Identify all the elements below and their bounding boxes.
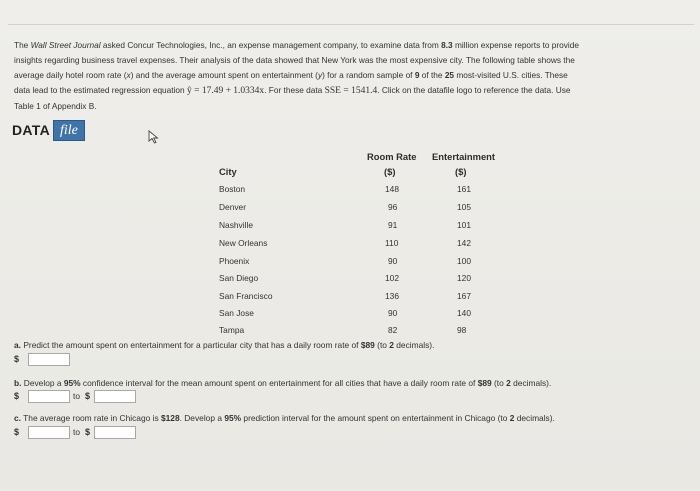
regression-equation: ŷ = 17.49 + 1.0334x	[186, 86, 265, 96]
table-row-city: Phoenix	[219, 256, 250, 266]
journal-title: Wall Street Journal	[30, 40, 101, 50]
answer-c-lower-input[interactable]	[28, 426, 70, 439]
table-row-room-rate: 90	[388, 256, 398, 266]
answer-b-upper-input[interactable]	[94, 390, 136, 403]
table-row-entertainment: 98	[457, 325, 467, 335]
table-row-entertainment: 120	[457, 273, 471, 283]
table-row-room-rate: 148	[385, 184, 399, 194]
to-label: to	[73, 427, 80, 437]
header-room-rate: Room Rate	[367, 151, 417, 162]
currency-symbol: $	[14, 354, 20, 364]
datafile-logo[interactable]	[12, 119, 85, 141]
table-row-city: San Francisco	[219, 291, 273, 301]
table-row-city: New Orleans	[219, 238, 268, 248]
table-row-entertainment: 161	[457, 184, 471, 194]
currency-symbol: $	[85, 427, 91, 437]
problem-intro	[14, 38, 694, 114]
table-row-entertainment: 100	[457, 256, 471, 266]
table-row-entertainment: 101	[457, 220, 471, 230]
to-label: to	[73, 391, 80, 401]
table-row-room-rate: 90	[388, 308, 398, 318]
sse-value: SSE = 1541.4	[324, 86, 378, 96]
table-row-room-rate: 82	[388, 325, 398, 335]
header-entertainment: Entertainment	[432, 151, 496, 162]
currency-symbol: $	[14, 391, 20, 401]
table-row-entertainment: 140	[457, 308, 471, 318]
answer-c-upper-input[interactable]	[94, 426, 136, 439]
table-row-city: Tampa	[219, 325, 245, 335]
answer-a-input[interactable]	[28, 353, 70, 366]
table-row-entertainment: 142	[457, 238, 471, 248]
table-row-room-rate: 110	[385, 238, 399, 248]
question-b: b. Develop a 95% confidence interval for the mean amount spent on entertainment for all cities that have a daily room rate of $89 (to 2 decimals).	[14, 378, 552, 388]
intro-line-4: data lead to the estimated regression equation ŷ = 17.49 + 1.0334x. For these data SSE = 1541.4. Click on the datafile logo to reference the data. Use	[14, 85, 571, 96]
question-a: a. Predict the amount spent on entertainment for a particular city that has a daily room rate of $89 (to 2 decimals).	[14, 340, 435, 350]
table-row-room-rate: 102	[385, 273, 399, 283]
table-row-city: San Diego	[219, 273, 259, 283]
question-c: c. The average room rate in Chicago is $128. Develop a 95% prediction interval for the amount spent on entertainment in Chicago (to 2 decimals).	[14, 413, 555, 423]
header-entertainment-unit: ($)	[455, 166, 467, 177]
intro-line-3: average daily hotel room rate (x) and the average amount spent on entertainment (y) for a random sample of 9 of the 25 most-visited U.S. cities. These	[14, 70, 568, 80]
table-row-entertainment: 167	[457, 291, 471, 301]
table-row-city: Nashville	[219, 220, 253, 230]
table-row-room-rate: 136	[385, 291, 399, 301]
answer-b-lower-input[interactable]	[28, 390, 70, 403]
header-room-rate-unit: ($)	[384, 166, 396, 177]
currency-symbol: $	[85, 391, 91, 401]
header-city: City	[219, 166, 237, 177]
table-row-room-rate: 96	[388, 202, 398, 212]
table-row-city: San Jose	[219, 308, 254, 318]
table-row-city: Boston	[219, 184, 246, 194]
mouse-cursor-icon	[148, 130, 160, 144]
intro-line-2: insights regarding business travel expenses. Their analysis of the data showed that New York was the most expensive city. The following table shows the	[14, 55, 575, 65]
currency-symbol: $	[14, 427, 20, 437]
intro-line-1: The Wall Street Journal asked Concur Technologies, Inc., an expense management company, to examine data from 8.3 million expense reports to provide	[14, 40, 580, 50]
table-row-room-rate: 91	[388, 220, 398, 230]
datafile-data-word: DATA	[12, 122, 51, 138]
table-row-entertainment: 105	[457, 202, 471, 212]
intro-line-5: Table 1 of Appendix B.	[14, 101, 97, 111]
table-row-city: Denver	[219, 202, 246, 212]
datafile-file-word[interactable]: file	[53, 120, 85, 141]
